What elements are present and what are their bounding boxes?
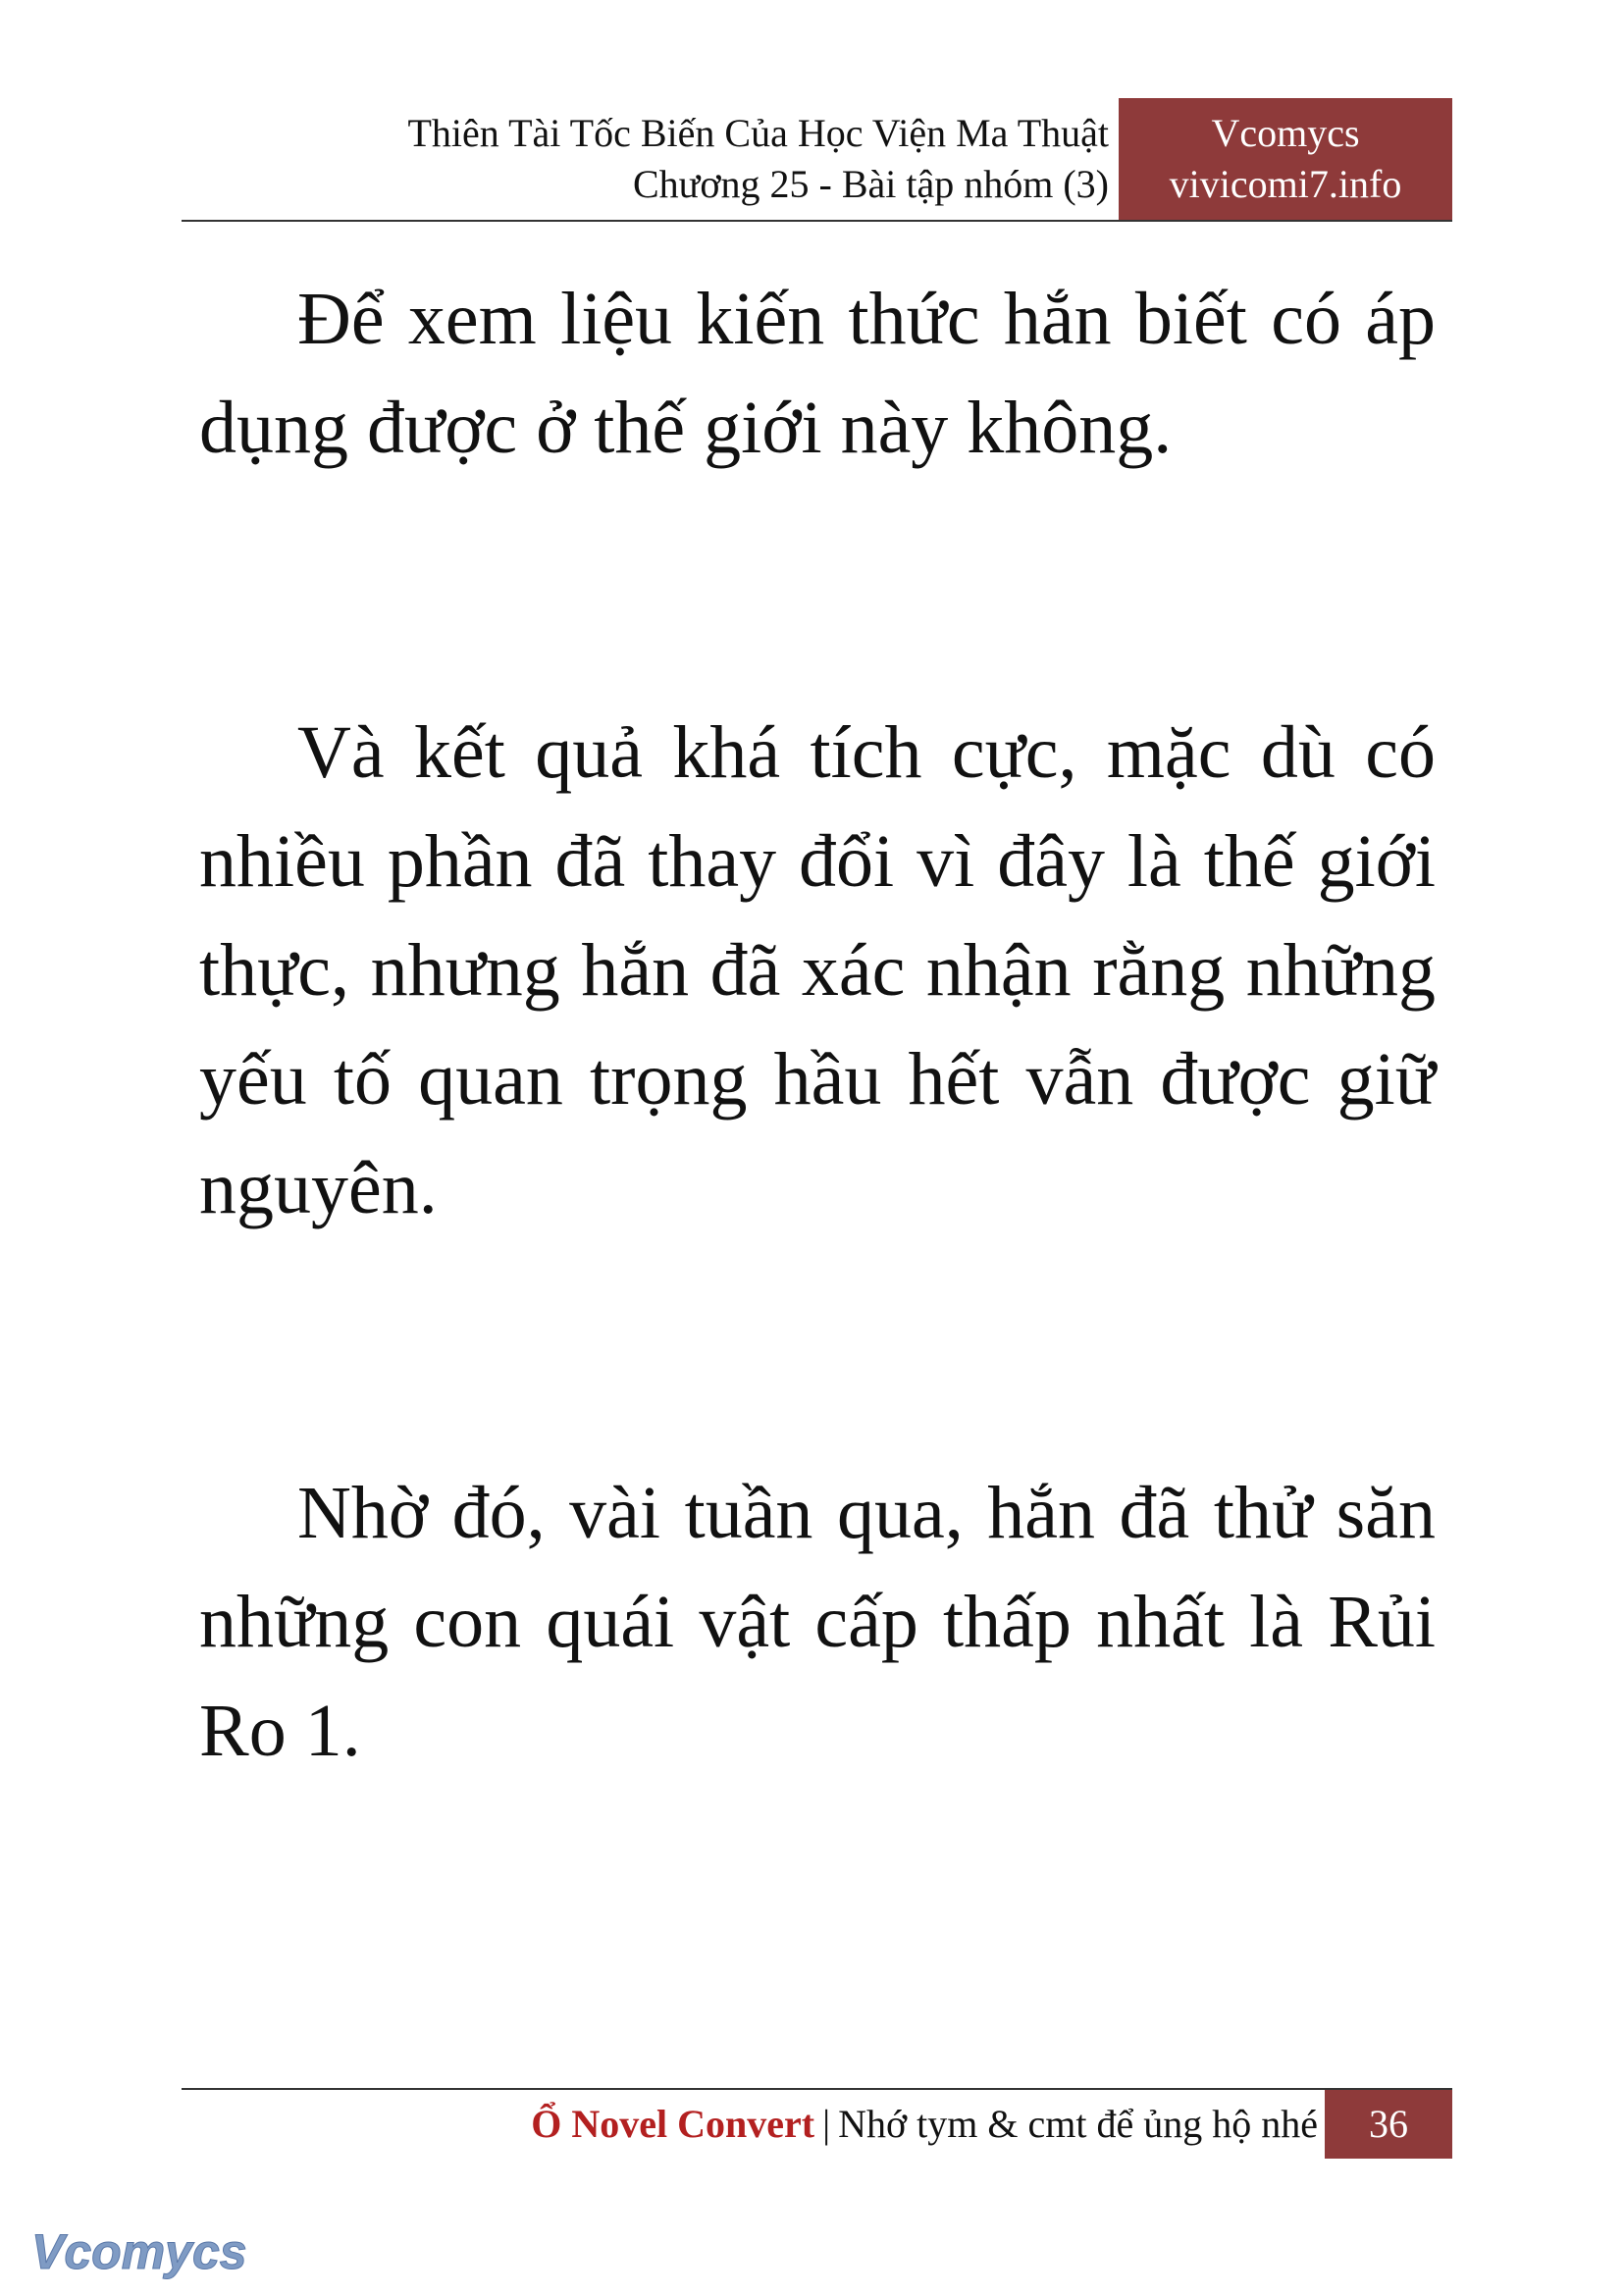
paragraph-1: Để xem liệu kiến thức hắn biết có áp dụng được ở thế giới này không. [199, 278, 1436, 469]
watermark-logo [27, 2219, 253, 2284]
footer-text [182, 2090, 1318, 2159]
page-number: 36 [1325, 2090, 1452, 2159]
book-title: Thiên Tài Tốc Biến Của Học Viện Ma Thuật [407, 111, 1109, 155]
page-header [182, 98, 1452, 220]
header-divider [182, 220, 1452, 222]
header-titles [182, 98, 1109, 220]
paragraph-3: Nhờ đó, vài tuần qua, hắn đã thử săn những con quái vật cấp thấp nhất là Rủi Ro 1. [199, 1472, 1436, 1772]
page-footer [182, 2090, 1452, 2159]
footer-brand: Ổ Novel Convert [531, 2102, 815, 2146]
badge-site-url: vivicomi7.info [1169, 162, 1402, 206]
watermark-text: Vcomycs [31, 2224, 247, 2279]
footer-separator: | [822, 2102, 831, 2146]
footer-message: Nhớ tym & cmt để ủng hộ nhé [838, 2102, 1318, 2146]
chapter-title: Chương 25 - Bài tập nhóm (3) [633, 162, 1109, 206]
paragraph-2: Và kết quả khá tích cực, mặc dù có nhiều phần đã thay đổi vì đây là thế giới thực, nhưng hắn đã xác nhận rằng những yếu tố quan trọng hầu hết vẫn được giữ nguyên. [199, 711, 1436, 1229]
page-body [199, 265, 1436, 2002]
badge-site-name: Vcomycs [1211, 111, 1360, 155]
header-badge [1119, 98, 1452, 220]
